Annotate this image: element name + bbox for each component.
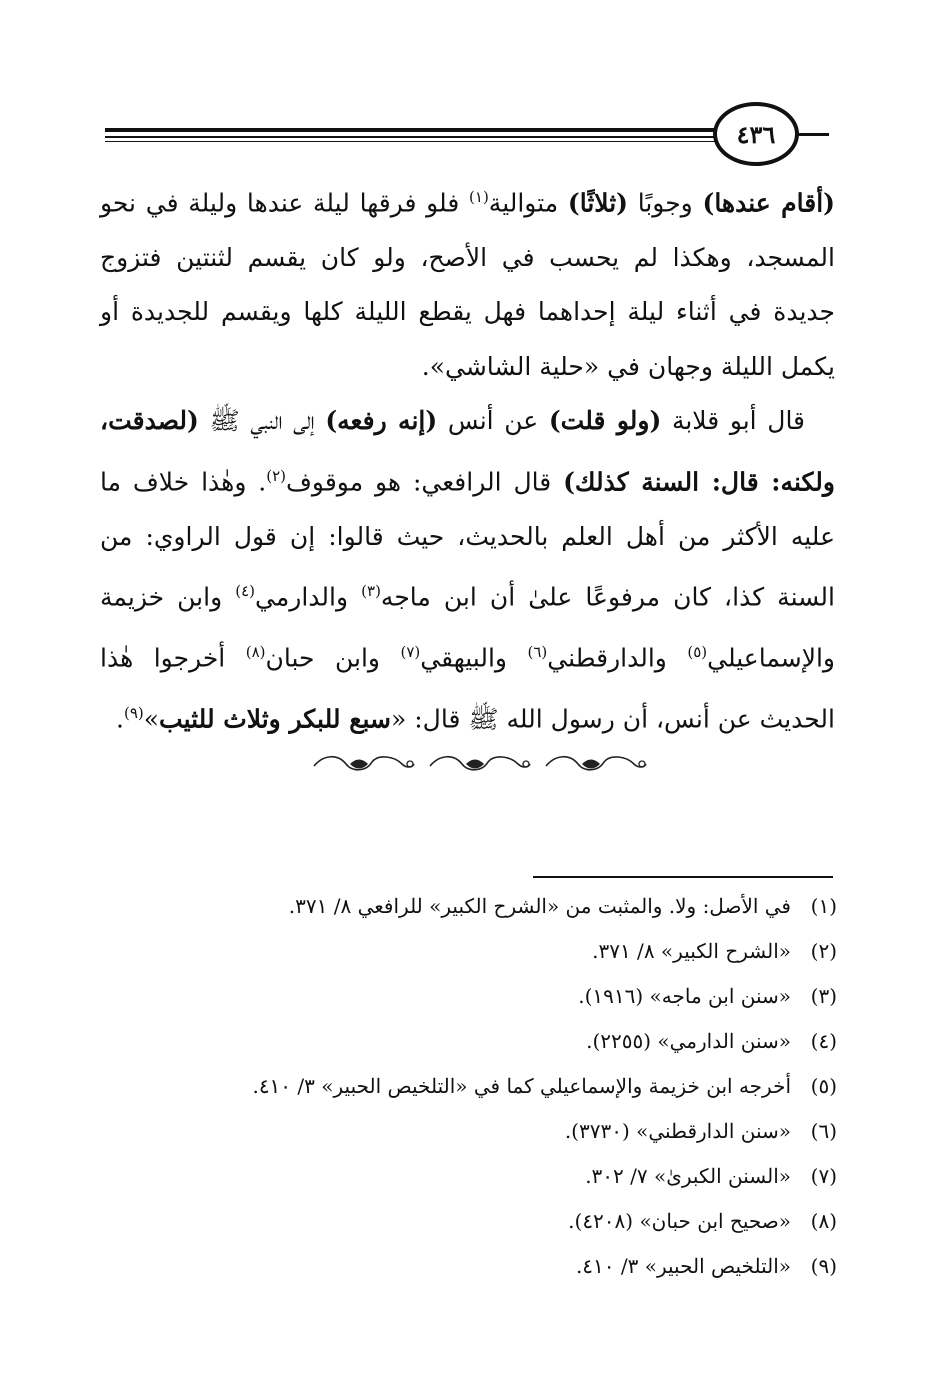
footnote-number: (٣) <box>810 984 837 1008</box>
footnote-item <box>107 1109 837 1154</box>
text-segment: عن أنس <box>437 406 549 436</box>
flourish-icon <box>542 750 650 780</box>
footnote-reference: (٥) <box>687 642 708 661</box>
footnote-number: (٨) <box>810 1209 837 1233</box>
footnote-number: (١) <box>810 894 837 918</box>
footnote-text: في الأصل: ولا. والمثبت من «الشرح الكبير» للرافعي ٨/ ٣٧١. <box>288 894 791 918</box>
footnote-item <box>107 1064 837 1109</box>
text-segment: » <box>143 704 160 734</box>
footnote-item <box>107 1199 837 1244</box>
footnote-text: «الشرح الكبير» ٨/ ٣٧١. <box>592 939 791 963</box>
footnote-item <box>107 929 837 974</box>
text-segment: وابن حبان <box>265 643 401 673</box>
footnote-separator <box>533 876 833 878</box>
page-number: ٤٣٦ <box>736 119 776 149</box>
footnote-number: (٦) <box>810 1119 837 1143</box>
footnote-text: «السنن الكبرىٰ» ٧/ ٣٠٢. <box>585 1164 791 1188</box>
footnote-text: «صحيح ابن حبان» (٤٢٠٨). <box>568 1209 791 1233</box>
footnote-reference: (٧) <box>400 642 421 661</box>
bold-text-segment: (أقام عندها) <box>702 188 836 218</box>
bold-text-segment: (ثلاثًا) <box>567 188 628 218</box>
header-rule-stub <box>797 133 829 136</box>
text-segment: قال أبو قلابة <box>661 406 806 436</box>
text-segment: إلى النبي ﷺ <box>198 406 326 436</box>
footnote-number: (٤) <box>810 1029 837 1053</box>
footnote-reference: (٩) <box>123 703 144 722</box>
paragraph-1 <box>100 170 835 394</box>
text-segment: وابن خزيمة والإسماعيلي <box>100 582 835 673</box>
footnote-item <box>107 974 837 1019</box>
text-segment: وجوبًا <box>628 188 703 218</box>
footnote-reference: (٢) <box>266 466 287 485</box>
footnote-number: (٩) <box>810 1254 837 1278</box>
footnote-reference: (٣) <box>361 582 381 601</box>
text-segment: قال الرافعي: هو موقوف <box>286 467 564 497</box>
header-rule-thick <box>105 128 717 132</box>
header-rule-thin <box>105 136 717 138</box>
text-segment: والدارقطني <box>547 643 688 673</box>
flourish-icon <box>310 750 418 780</box>
footnote-reference: (٨) <box>245 642 266 661</box>
bold-text-segment: (إنه رفعه) <box>325 406 438 436</box>
footnote-item <box>107 1019 837 1064</box>
paragraph-2 <box>100 394 835 746</box>
footnote-item <box>107 1154 837 1199</box>
bold-text-segment: سبع للبكر وثلاث للثيب <box>159 704 391 734</box>
text-segment: متوالية <box>488 188 568 218</box>
footnote-text: «سنن الدارمي» (٢٢٥٥). <box>586 1029 791 1053</box>
text-segment: والدارمي <box>255 582 362 612</box>
footnote-number: (٧) <box>810 1164 837 1188</box>
text-segment: . وهٰذا خلاف ما عليه الأكثر من أهل العلم بالحديث، حيث قالوا: إن قول الراوي: من السنة كذا، كان مرفوعًا علىٰ أن ابن ماجه <box>100 467 835 612</box>
text-segment: فلو فرقها ليلة عندها وليلة في نحو المسجد، وهكذا لم يحسب في الأصح، ولو كان يقسم لثنتين فتزوج جديدة في أثناء ليلة إحداهما فهل يقطع الليلة كلها ويقسم للجديدة أو يكمل الليلة وجهان في «حلية الشاشي». <box>100 188 835 381</box>
footnote-text: أخرجه ابن خزيمة والإسماعيلي كما في «التلخيص الحبير» ٣/ ٤١٠. <box>252 1074 791 1098</box>
footnote-number: (٥) <box>810 1074 837 1098</box>
footnote-reference: (١) <box>469 188 489 206</box>
page-number-badge <box>713 102 799 166</box>
bold-text-segment: (لصدقت، ولكنه: قال: السنة كذلك) <box>100 406 835 497</box>
footnote-item <box>107 1244 837 1289</box>
text-segment: أخرجوا هٰذا الحديث عن أنس، أن رسول الله ﷺ قال: « <box>100 643 835 734</box>
section-divider-ornament <box>310 748 650 782</box>
footnote-number: (٢) <box>810 939 837 963</box>
footnote-text: «سنن الدارقطني» (٣٧٣٠). <box>564 1119 791 1143</box>
main-text <box>100 170 835 747</box>
footnote-item <box>107 884 837 929</box>
flourish-icon <box>426 750 534 780</box>
footnote-reference: (٦) <box>527 642 548 661</box>
footnote-text: «التلخيص الحبير» ٣/ ٤١٠. <box>575 1254 791 1278</box>
text-segment: والبيهقي <box>420 643 528 673</box>
bold-text-segment: (ولو قلت) <box>548 406 662 436</box>
footnote-reference: (٤) <box>235 582 256 601</box>
header-rule-hairline <box>105 141 717 142</box>
footnote-text: «سنن ابن ماجه» (١٩١٦). <box>578 984 791 1008</box>
text-segment: . <box>116 704 124 734</box>
footnotes <box>107 884 837 1289</box>
